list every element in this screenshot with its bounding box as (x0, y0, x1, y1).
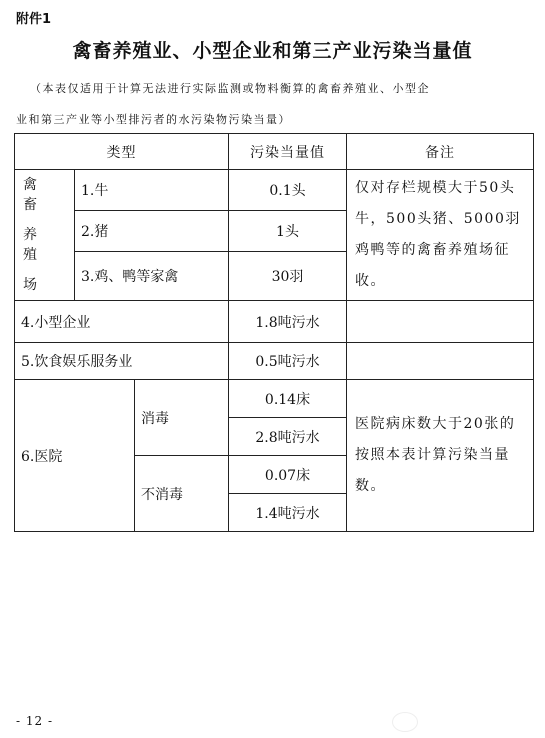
note-line-1: （本表仅适用于计算无法进行实际监测或物料衡算的禽畜养殖业、小型企 (30, 82, 430, 95)
table-row (15, 343, 534, 380)
remark-small-enterprise (347, 301, 534, 343)
hospital-remark: 医院病床数大于20张的按照本表计算污染当量数。 (347, 380, 534, 532)
header-remark: 备注 (347, 134, 534, 170)
value-disinfect-bed: 0.14床 (229, 380, 347, 418)
value-poultry: 30羽 (229, 252, 347, 301)
remark-catering (347, 343, 534, 380)
table-row (15, 170, 534, 211)
type-poultry: 3.鸡、鸭等家禽 (75, 252, 229, 301)
page-title: 禽畜养殖业、小型企业和第三产业污染当量值 (72, 40, 473, 62)
table-header-row (15, 134, 534, 170)
type-pig: 2.猪 (75, 211, 229, 252)
header-type: 类型 (15, 134, 229, 170)
value-disinfect-water: 2.8吨污水 (229, 418, 347, 456)
type-small-enterprise: 4.小型企业 (15, 301, 229, 343)
type-hospital: 6.医院 (15, 380, 135, 532)
livestock-label-2: 养 殖 (23, 227, 53, 263)
value-no-disinfect-bed: 0.07床 (229, 456, 347, 494)
livestock-remark: 仅对存栏规模大于50头牛，500头猪、5000羽鸡鸭等的禽畜养殖场征收。 (347, 170, 534, 301)
watermark-logo (392, 712, 418, 732)
value-pig: 1头 (229, 211, 347, 252)
type-cattle: 1.牛 (75, 170, 229, 211)
header-value: 污染当量值 (229, 134, 347, 170)
pollution-equivalent-table (14, 133, 534, 532)
value-cattle: 0.1头 (229, 170, 347, 211)
note-line-2: 业和第三产业等小型排污者的水污染物污染当量） (16, 113, 291, 126)
value-small-enterprise: 1.8吨污水 (229, 301, 347, 343)
livestock-group-cell (15, 170, 75, 301)
value-catering: 0.5吨污水 (229, 343, 347, 380)
livestock-label-1: 禽 畜 (23, 177, 53, 213)
value-no-disinfect-water: 1.4吨污水 (229, 494, 347, 532)
livestock-label-3: 场 (23, 277, 53, 293)
hospital-no-disinfect-label: 不消毒 (135, 456, 229, 532)
attachment-label: 附件1 (16, 12, 52, 27)
table-row (15, 380, 534, 418)
hospital-disinfect-label: 消毒 (135, 380, 229, 456)
type-catering: 5.饮食娱乐服务业 (15, 343, 229, 380)
table-row (15, 301, 534, 343)
page-number: - 12 - (16, 714, 54, 728)
